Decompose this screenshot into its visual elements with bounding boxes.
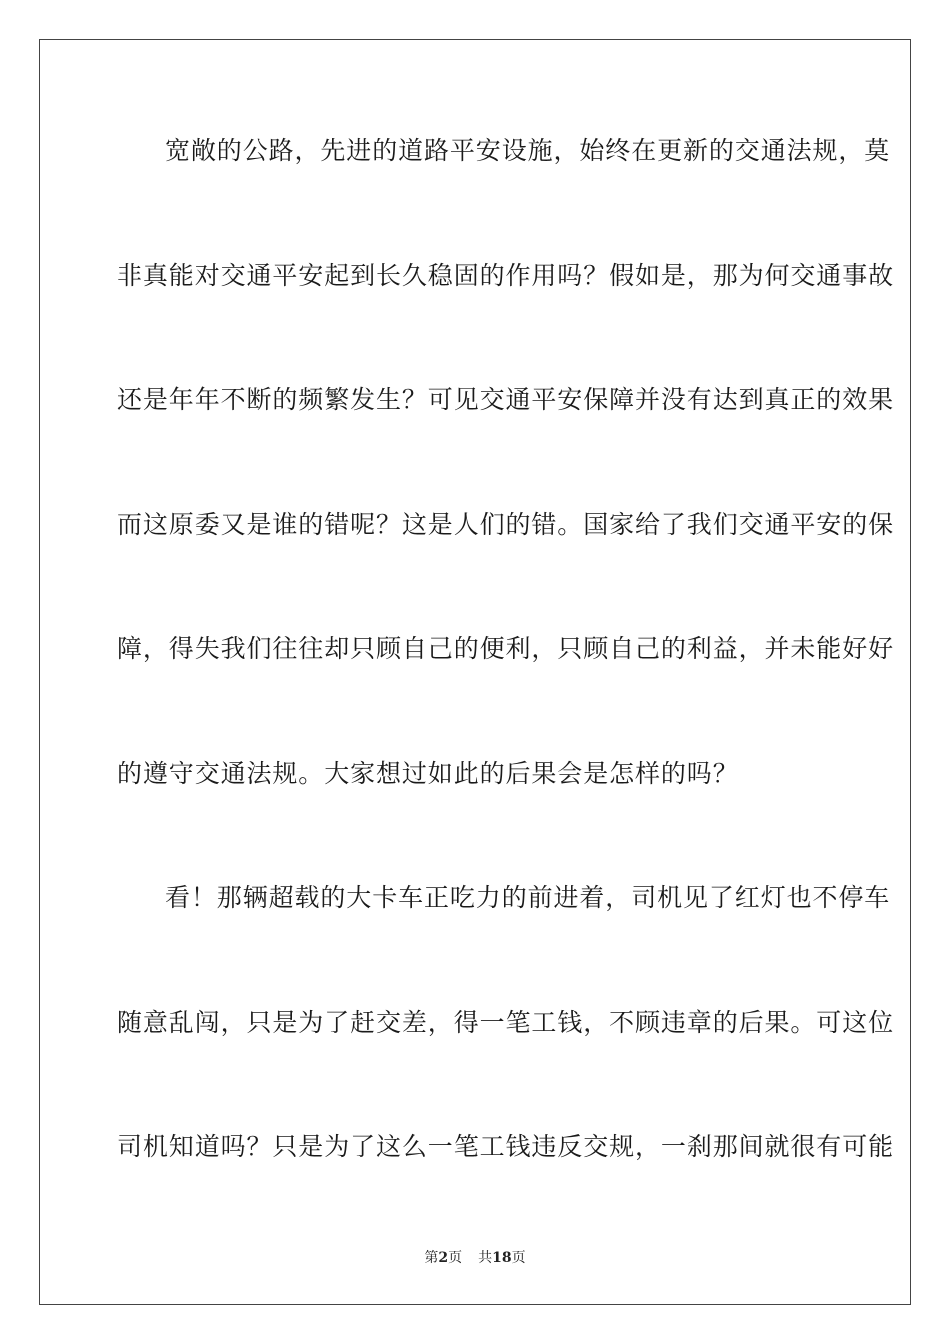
paragraph-1-line-6: 的遵守交通法规。大家想过如此的后果会是怎样的吗？ — [117, 759, 739, 788]
page-footer — [0, 1248, 950, 1268]
paragraph-2-line-1: 看！那辆超载的大卡车正吃力的前进着，司机见了红灯也不停车 — [165, 883, 891, 912]
paragraph-2-line-2: 随意乱闯，只是为了赶交差，得一笔工钱，不顾违章的后果。可这位 — [117, 1008, 895, 1037]
paragraph-1-line-4: 而这原委又是谁的错呢？这是人们的错。国家给了我们交通平安的保 — [117, 510, 895, 539]
paragraph-1-line-3: 还是年年不断的频繁发生？可见交通平安保障并没有达到真正的效果 — [117, 385, 895, 414]
page-number: 2 — [438, 1250, 449, 1266]
page-border — [39, 39, 911, 1305]
total-prefix: 共 — [478, 1250, 493, 1266]
total-suffix: 页 — [511, 1250, 526, 1266]
paragraph-2-line-3: 司机知道吗？只是为了这么一笔工钱违反交规，一刹那间就很有可能 — [117, 1132, 895, 1161]
paragraph-1-line-5: 障，得失我们往往却只顾自己的便利，只顾自己的利益，并未能好好 — [117, 634, 895, 663]
paragraph-1-line-1: 宽敞的公路，先进的道路平安设施，始终在更新的交通法规，莫 — [165, 136, 891, 165]
total-pages: 18 — [492, 1250, 512, 1266]
page-prefix: 第 — [424, 1250, 439, 1266]
page-suffix: 页 — [448, 1250, 463, 1266]
paragraph-1-line-2: 非真能对交通平安起到长久稳固的作用吗？假如是，那为何交通事故 — [117, 261, 895, 290]
